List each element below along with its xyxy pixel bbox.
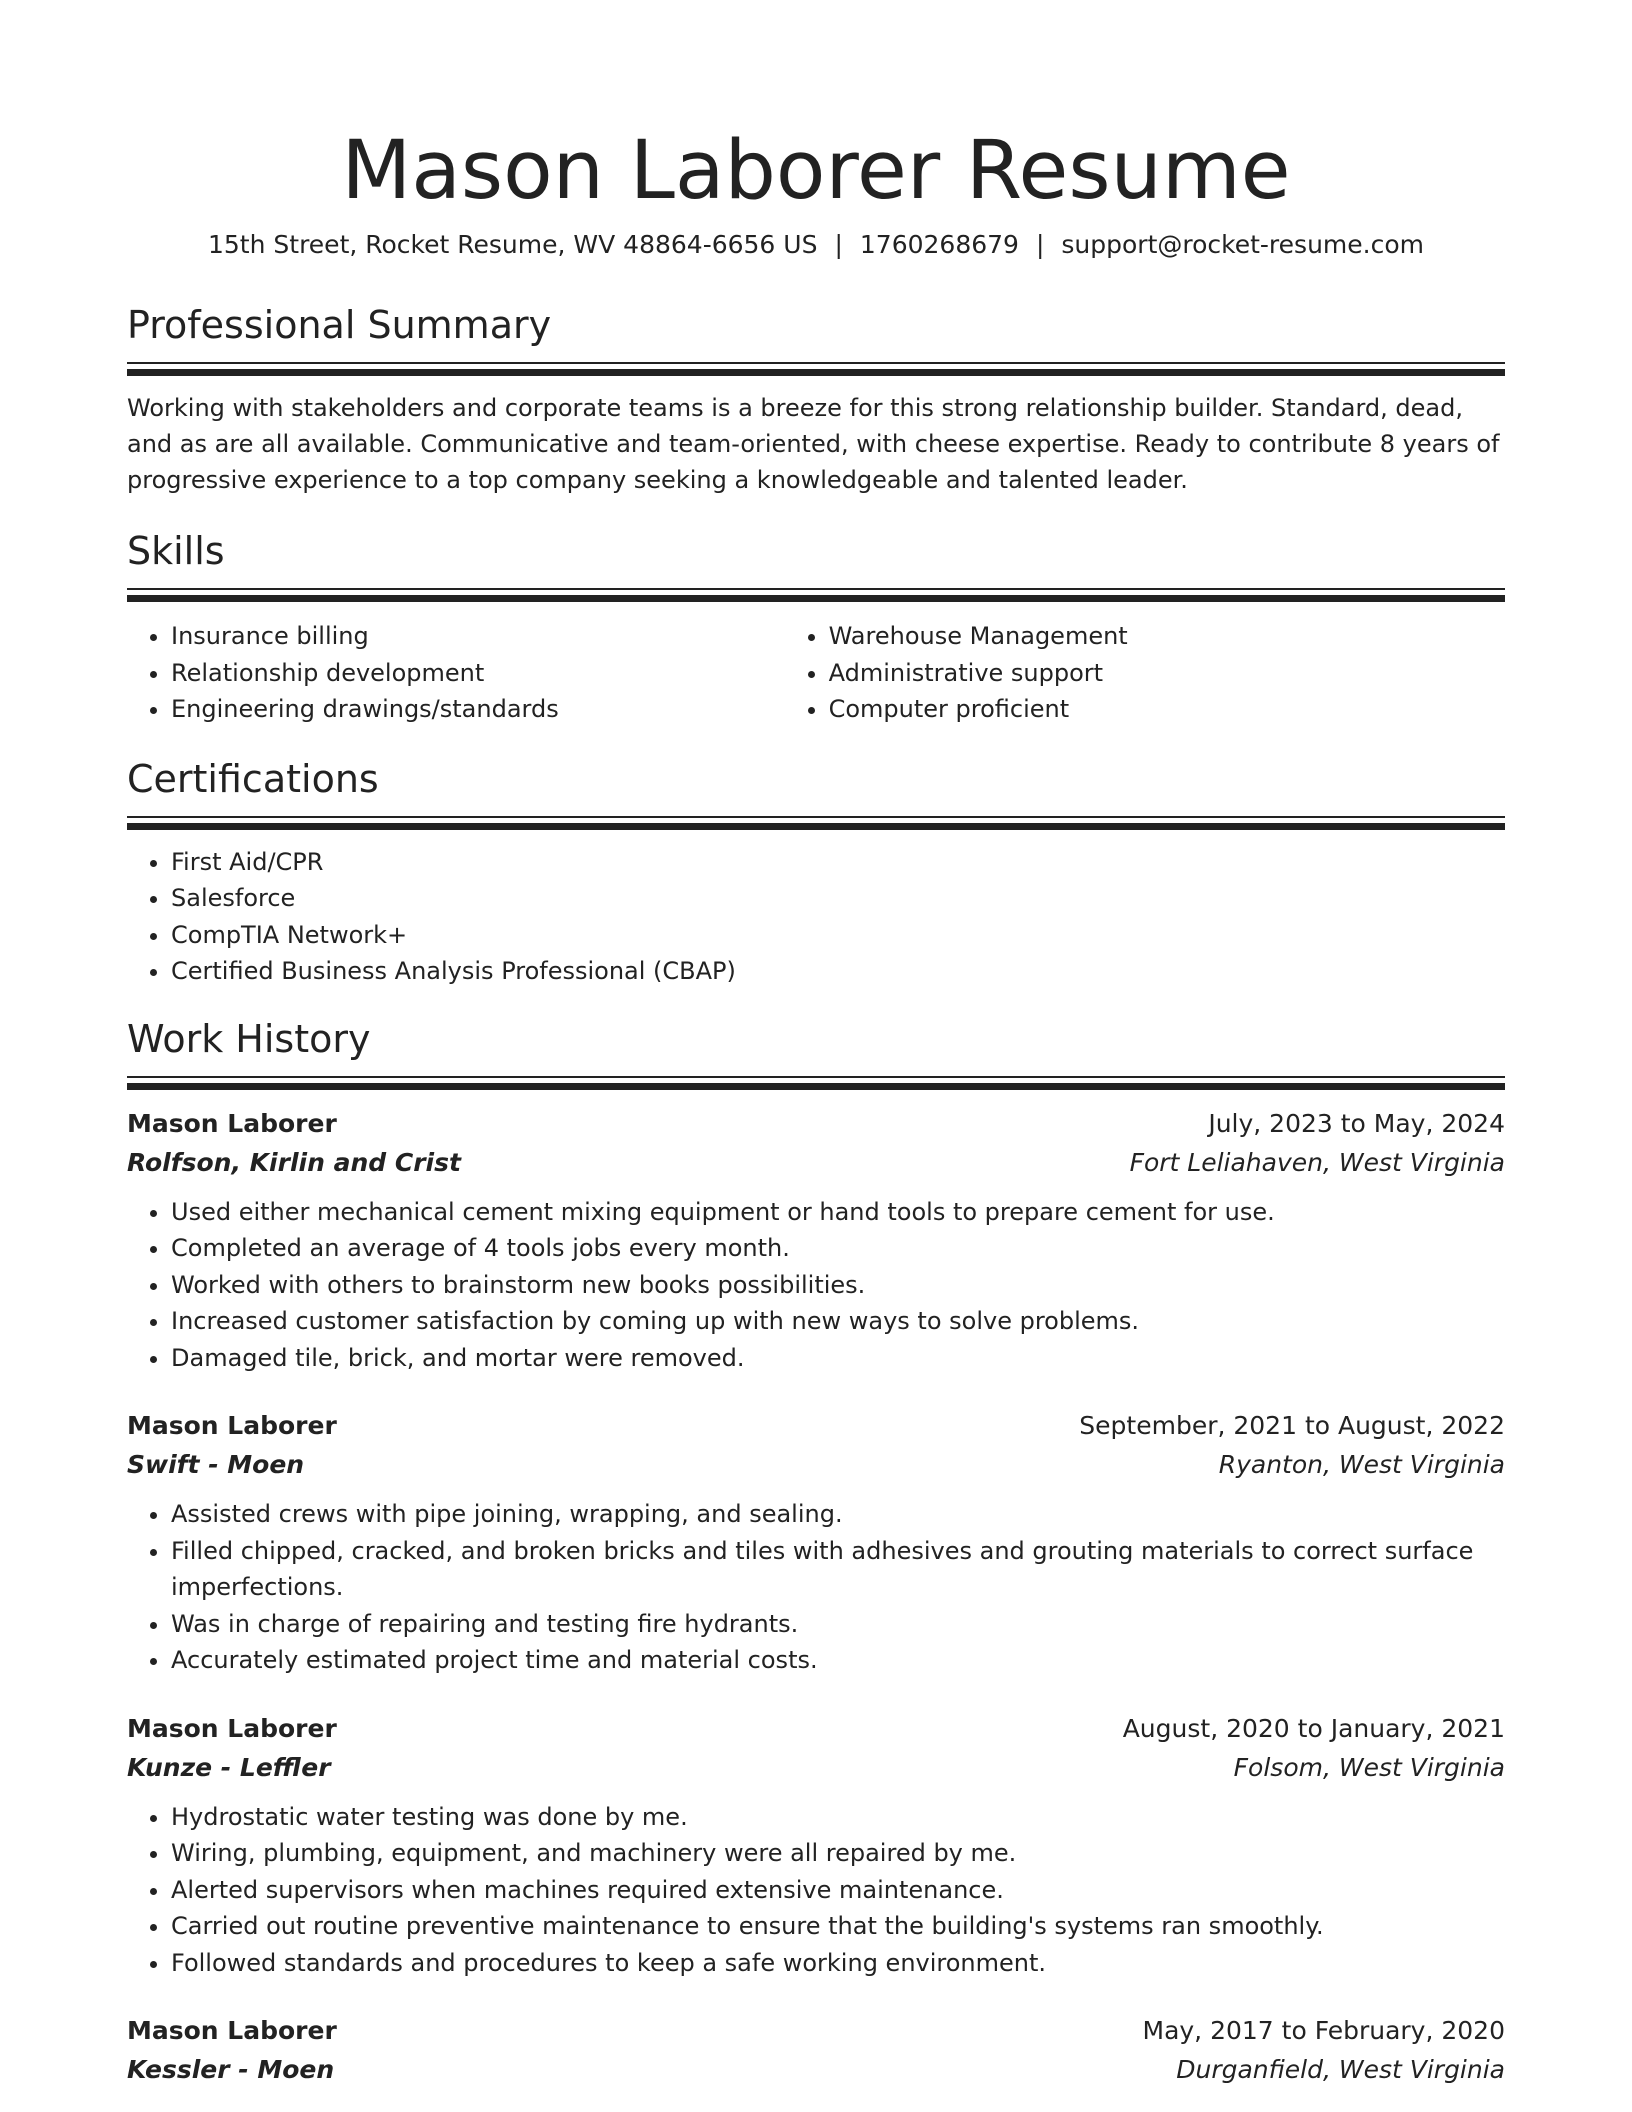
contact-line <box>127 228 1505 262</box>
job-duty-item: • Filled chipped, cracked, and broken bricks and tiles with adhesives and grouting materials to correct surface imperfections. <box>171 1533 1505 1606</box>
contact-separator: | <box>1035 230 1045 259</box>
section-divider <box>127 588 1505 602</box>
certifications-section <box>127 754 1505 990</box>
job-dates: July, 2023 to May, 2024 <box>1208 1108 1505 1138</box>
job-entry <box>127 1709 1505 1982</box>
contact-separator: | <box>834 230 843 259</box>
job-header-row <box>127 1104 1505 1143</box>
job-subheader-row <box>127 1445 1505 1484</box>
job-duty-item: • Assisted crews with pipe joining, wrapping, and sealing. <box>171 1496 1505 1533</box>
skill-item: • Computer proficient <box>829 691 1505 728</box>
skills-list-left <box>127 618 785 728</box>
resume-page <box>127 0 1505 2089</box>
job-dates: August, 2020 to January, 2021 <box>1122 1713 1505 1743</box>
section-heading-skills: Skills <box>127 529 225 573</box>
certification-item: • Certified Business Analysis Professional (CBAP) <box>171 953 1505 990</box>
summary-section <box>127 300 1505 498</box>
job-location: Durganfield, West Virginia <box>1176 2055 1505 2084</box>
job-dates: May, 2017 to February, 2020 <box>1142 2016 1505 2045</box>
job-company: Kessler - Moen <box>127 2055 335 2084</box>
job-duty-item: • Accurately estimated project time and material costs. <box>171 1642 1505 1679</box>
job-duty-item: • Wiring, plumbing, equipment, and machinery were all repaired by me. <box>171 1835 1505 1872</box>
job-company: Swift - Moen <box>127 1450 305 1479</box>
job-duty-item: • Hydrostatic water testing was done by me. <box>171 1799 1505 1836</box>
resume-title: Mason Laborer Resume <box>341 124 1291 218</box>
section-divider <box>127 1076 1505 1090</box>
job-entry <box>127 1104 1505 1377</box>
certification-item: • First Aid/CPR <box>171 844 1505 881</box>
contact-phone: 1760268679 <box>859 230 1019 259</box>
skills-columns <box>127 618 1505 728</box>
job-subheader-row <box>127 1143 1505 1182</box>
job-entry <box>127 2011 1505 2089</box>
job-location: Fort Leliahaven, West Virginia <box>1129 1147 1505 1177</box>
job-header-row <box>127 1406 1505 1445</box>
job-duties-list <box>127 1799 1505 1982</box>
certification-item: • Salesforce <box>171 880 1505 917</box>
job-title: Mason Laborer <box>127 1108 337 1138</box>
summary-text: Working with stakeholders and corporate teams is a breeze for this strong relationship builder. Standard, dead, and as are all available. Communicative and team-oriented, with cheese expertise. Ready to contribute 8 years of progressive experience to a top company seeking a knowledgeable and talented leader. <box>127 394 1500 494</box>
job-title: Mason Laborer <box>127 1713 337 1743</box>
job-title: Mason Laborer <box>127 2016 337 2045</box>
contact-email[interactable]: support@rocket-resume.com <box>1061 230 1424 259</box>
job-duty-item: • Damaged tile, brick, and mortar were removed. <box>171 1340 1505 1377</box>
job-company: Rolfson, Kirlin and Crist <box>127 1147 461 1177</box>
job-subheader-row <box>127 1748 1505 1787</box>
job-header-row <box>127 1709 1505 1748</box>
skill-item: • Insurance billing <box>171 618 785 655</box>
job-title: Mason Laborer <box>127 1411 337 1440</box>
section-heading-work-history: Work History <box>127 1016 371 1061</box>
job-location: Ryanton, West Virginia <box>1218 1450 1505 1479</box>
job-duty-item: • Carried out routine preventive maintenance to ensure that the building's systems ran smoothly. <box>171 1908 1505 1945</box>
certification-item: • CompTIA Network+ <box>171 917 1505 954</box>
section-heading-summary: Professional Summary <box>127 303 552 347</box>
job-duty-item: • Increased customer satisfaction by coming up with new ways to solve problems. <box>171 1303 1505 1340</box>
certifications-list <box>127 844 1505 990</box>
skill-item: • Administrative support <box>829 655 1505 692</box>
skill-item: • Relationship development <box>171 655 785 692</box>
job-location: Folsom, West Virginia <box>1233 1752 1505 1782</box>
job-duty-item: • Completed an average of 4 tools jobs every month. <box>171 1230 1505 1267</box>
job-subheader-row <box>127 2050 1505 2089</box>
skills-section <box>127 526 1505 728</box>
section-divider <box>127 816 1505 830</box>
contact-address: 15th Street, Rocket Resume, WV 48864-6656 US <box>208 230 818 259</box>
skill-item: • Engineering drawings/standards <box>171 691 785 728</box>
job-duties-list <box>127 1496 1505 1679</box>
section-divider <box>127 362 1505 376</box>
skills-list-right <box>785 618 1505 728</box>
job-duty-item: • Alerted supervisors when machines required extensive maintenance. <box>171 1872 1505 1909</box>
job-company: Kunze - Leffler <box>127 1752 331 1782</box>
skill-item: • Warehouse Management <box>829 618 1505 655</box>
section-heading-certifications: Certifications <box>127 756 379 801</box>
job-duties-list <box>127 1194 1505 1377</box>
job-entry <box>127 1406 1505 1679</box>
job-header-row <box>127 2011 1505 2050</box>
work-history-section <box>127 1014 1505 2090</box>
job-duty-item: • Followed standards and procedures to keep a safe working environment. <box>171 1945 1505 1982</box>
job-duty-item: • Was in charge of repairing and testing fire hydrants. <box>171 1606 1505 1643</box>
job-duty-item: • Worked with others to brainstorm new books possibilities. <box>171 1267 1505 1304</box>
job-duty-item: • Used either mechanical cement mixing equipment or hand tools to prepare cement for use. <box>171 1194 1505 1231</box>
job-dates: September, 2021 to August, 2022 <box>1079 1411 1505 1440</box>
